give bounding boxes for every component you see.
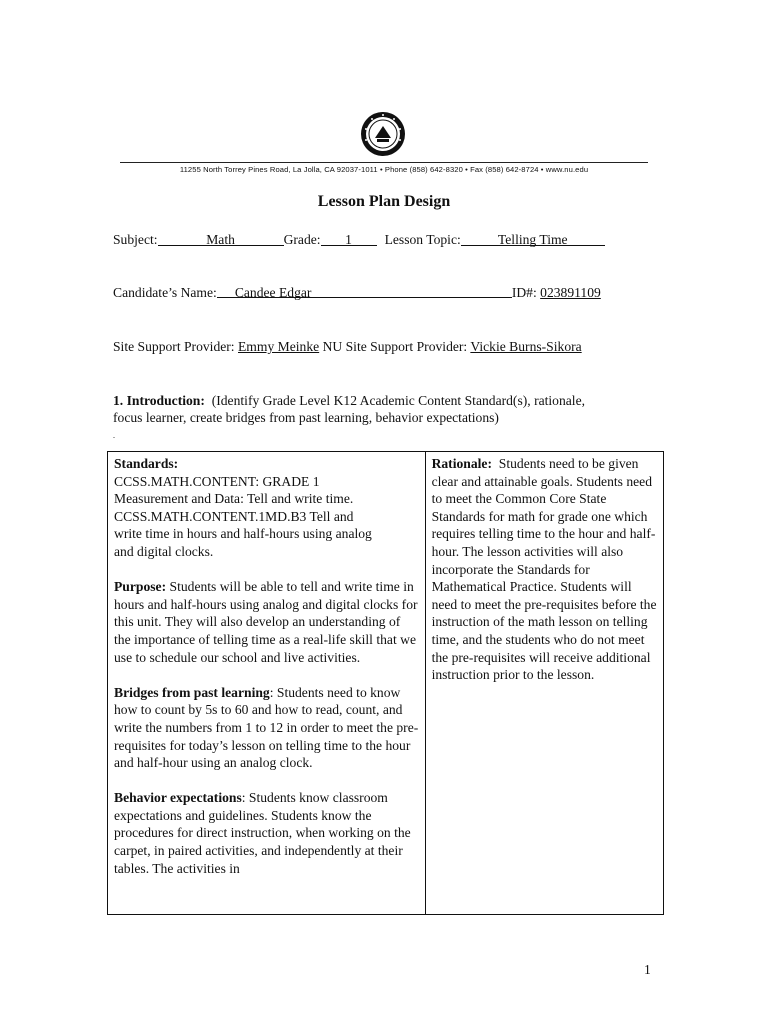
subject-row [113, 231, 605, 249]
topic-value: Telling Time [461, 231, 605, 246]
header-address: 11255 North Torrey Pines Road, La Jolla, CA 92037-1011 • Phone (858) 642-8320 • Fax (858) 642-8724 • www.nu.edu [179, 165, 589, 174]
candidate-label: Candidate’s Name: [113, 285, 217, 300]
behavior-text: : Students know classroom expectations and guidelines. Students know the procedures for direct instruction, when working on the carpet, in paired activities, and independently at their tables. The activities in [114, 790, 411, 876]
site-support-row [113, 338, 582, 356]
header-rule [120, 162, 648, 163]
standards-line-4: write time in hours and half-hours using analog [114, 526, 372, 542]
site-label: Site Support Provider: [113, 339, 235, 354]
behavior-label: Behavior expectations [114, 790, 242, 806]
grade-label: Grade: [283, 232, 321, 247]
grade-value: 1 [321, 231, 377, 246]
standards-line-5: and digital clocks. [114, 543, 214, 559]
site-value: Emmy Meinke [238, 339, 320, 354]
section-1-line-1 [113, 392, 585, 410]
section-1-heading: 1. Introduction: [113, 393, 205, 408]
id-label: ID#: [511, 285, 537, 300]
topic-label: Lesson Topic: [384, 232, 461, 247]
standards-label: Standards: [114, 456, 179, 471]
standards-line-1: CCSS.MATH.CONTENT: GRADE 1 [114, 473, 320, 489]
standards-line-3: CCSS.MATH.CONTENT.1MD.B3 Tell and [114, 508, 354, 524]
purpose-text: Students will be able to tell and write time in hours and half-hours using analog and digital clocks for this unit. They will also develop an understanding of the importance of telling time as a real-life skill that we use to schedule our school and live activities. [114, 579, 418, 665]
page-title: Lesson Plan Design [317, 193, 451, 210]
purpose-block [114, 578, 419, 666]
bridges-text: : Students need to know how to count by 5s to 60 and how to read, count, and write the numbers from 1 to 12 in order to meet the pre-requisites for today’s lesson on telling time to the hour and half-hour using an analog clock. [114, 684, 419, 771]
section-1-text-2: focus learner, create bridges from past learning, behavior expectations) [113, 410, 499, 425]
section-1-text-1: (Identify Grade Level K12 Academic Content Standard(s), rationale, [211, 393, 586, 408]
candidate-row [113, 284, 601, 302]
purpose-label: Purpose: [114, 579, 167, 595]
subject-value: Math [158, 231, 284, 246]
subject-label: Subject: [113, 232, 158, 247]
standards-line-2: Measurement and Data: Tell and write time. [114, 491, 354, 507]
introduction-table [107, 451, 664, 915]
page-number: 1 [644, 962, 651, 977]
rationale-cell [425, 452, 663, 915]
section-1-dot: . [113, 431, 115, 440]
candidate-value: Candee Edgar [217, 284, 512, 298]
rationale-text: Students need to be given clear and attainable goals. Students need to meet the Common Core State Standards for math for grade one which requires telling time to the hour and half-hour. The lesson activities will also incorporate the Standards for Mathematical Practice. Students will need to meet the pre-requisites before the instruction of the math lesson on telling time, and the students who do not meet the pre-requisites will receive additional instruction prior to the lesson. [431, 456, 657, 683]
rationale-label: Rationale: [431, 456, 492, 471]
nu-site-value: Vickie Burns-Sikora [470, 339, 582, 354]
standards-cell [108, 452, 426, 915]
behavior-block [114, 789, 419, 877]
bridges-block [114, 684, 419, 772]
nu-site-label: NU Site Support Provider: [322, 339, 468, 354]
university-seal-logo [360, 111, 406, 157]
id-value: 023891109 [540, 285, 601, 300]
standards-block [114, 455, 419, 561]
bridges-label: Bridges from past learning [114, 684, 270, 700]
